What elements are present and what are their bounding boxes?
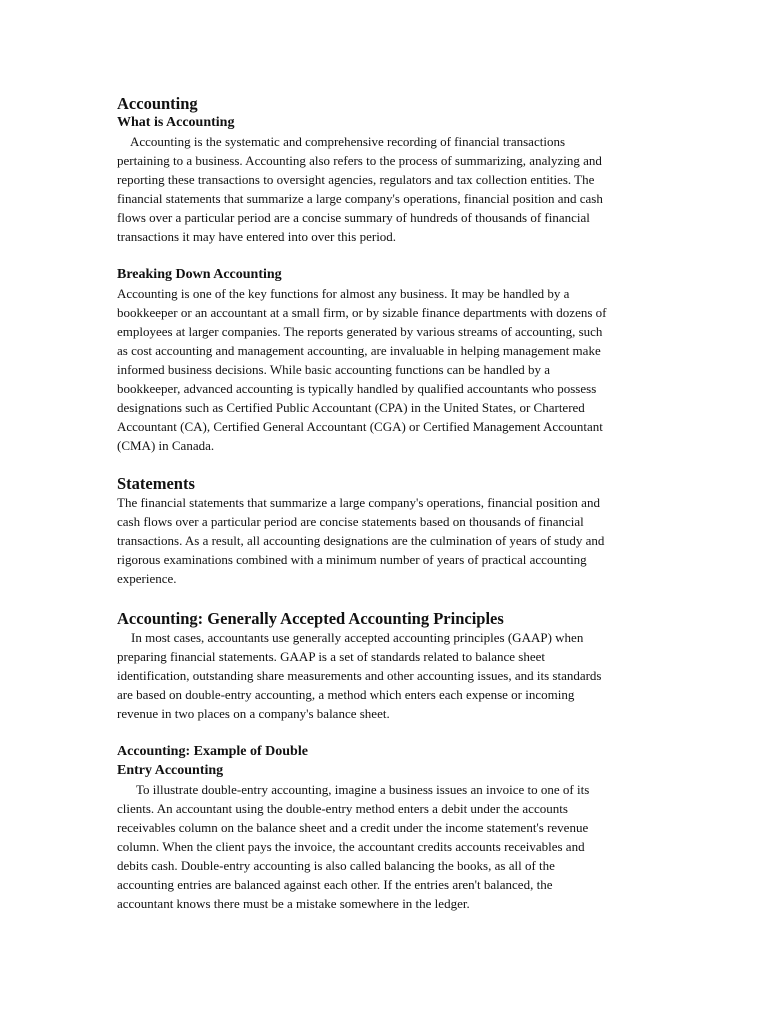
section-paragraph (117, 284, 657, 455)
document-title: Accounting (117, 94, 198, 113)
section-spacer (117, 723, 657, 742)
paragraph-line: informed business decisions. While basic accounting functions can be handled by a (117, 362, 550, 377)
paragraph-line: accounting entries are balanced against each other. If the entries aren't balanced, the (117, 877, 553, 892)
paragraph-line: transactions. As a result, all accounting designations are the culmination of years of study and (117, 533, 605, 548)
paragraph-line: rigorous examinations combined with a minimum number of years of practical accounting (117, 552, 587, 567)
section-heading-line-2: Entry Accounting (117, 763, 224, 778)
section-heading: What is Accounting (117, 115, 235, 130)
paragraph-line: column. When the client pays the invoice, the accountant credits accounts receivables and (117, 839, 585, 854)
paragraph-line: accountant knows there must be a mistake somewhere in the ledger. (117, 896, 470, 911)
section-double-entry (117, 742, 657, 913)
section-gaap (117, 609, 657, 723)
paragraph-line: clients. An accountant using the double-entry method enters a debit under the accounts (117, 801, 568, 816)
paragraph-line: debits cash. Double-entry accounting is also called balancing the books, as all of the (117, 858, 555, 873)
section-paragraph (117, 132, 657, 246)
section-heading: Statements (117, 474, 195, 493)
paragraph-line: reporting these transactions to oversight agencies, regulators and tax collection entities. The (117, 172, 595, 187)
paragraph-line: as cost accounting and management accounting, are invaluable in helping management make (117, 343, 601, 358)
section-heading: Breaking Down Accounting (117, 267, 282, 282)
paragraph-line: In most cases, accountants use generally accepted accounting principles (GAAP) when (131, 630, 584, 645)
paragraph-line: designations such as Certified Public Accountant (CPA) in the United States, or Chartered (117, 400, 585, 415)
paragraph-line: are based on double-entry accounting, a method which enters each expense or incoming (117, 687, 575, 702)
section-paragraph (117, 493, 657, 588)
section-paragraph (117, 628, 657, 723)
paragraph-line: employees at larger companies. The reports generated by various streams of accounting, such (117, 324, 603, 339)
paragraph-line: The financial statements that summarize a large company's operations, financial position and (117, 495, 600, 510)
paragraph-line: bookkeeper or an accountant at a small firm, or by sizable finance departments with dozens of (117, 305, 607, 320)
section-heading-line-1: Accounting: Example of Double (117, 744, 308, 759)
paragraph-line: transactions it may have entered into over this period. (117, 229, 397, 244)
paragraph-line: To illustrate double-entry accounting, imagine a business issues an invoice to one of its (136, 782, 590, 797)
paragraph-line: Accounting is the systematic and comprehensive recording of financial transactions (130, 134, 565, 149)
paragraph-line: (CMA) in Canada. (117, 438, 215, 453)
paragraph-line: experience. (117, 571, 177, 586)
document-page (117, 94, 657, 913)
section-what-is-accounting (117, 113, 657, 246)
section-spacer (117, 246, 657, 265)
section-spacer (117, 588, 657, 609)
section-spacer (117, 455, 657, 474)
paragraph-line: identification, outstanding share measurements and other accounting issues, and its standards (117, 668, 602, 683)
section-heading: Accounting: Generally Accepted Accounting Principles (117, 609, 504, 628)
paragraph-line: flows over a particular period are a concise summary of hundreds of thousands of financial (117, 210, 590, 225)
paragraph-line: Accountant (CA), Certified General Accountant (CGA) or Certified Management Accountant (117, 419, 603, 434)
section-breaking-down-accounting (117, 265, 657, 455)
paragraph-line: preparing financial statements. GAAP is a set of standards related to balance sheet (117, 649, 546, 664)
paragraph-line: bookkeeper, advanced accounting is typically handled by qualified accountants who possess (117, 381, 597, 396)
section-statements (117, 474, 657, 588)
paragraph-line: Accounting is one of the key functions for almost any business. It may be handled by a (117, 286, 570, 301)
paragraph-line: pertaining to a business. Accounting also refers to the process of summarizing, analyzing and (117, 153, 602, 168)
section-paragraph (117, 780, 657, 913)
paragraph-line: revenue in two places on a company's balance sheet. (117, 706, 390, 721)
paragraph-line: cash flows over a particular period are concise statements based on thousands of financial (117, 514, 584, 529)
paragraph-line: receivables column on the balance sheet and a credit under the income statement's revenue (117, 820, 589, 835)
paragraph-line: financial statements that summarize a large company's operations, financial position and cash (117, 191, 603, 206)
